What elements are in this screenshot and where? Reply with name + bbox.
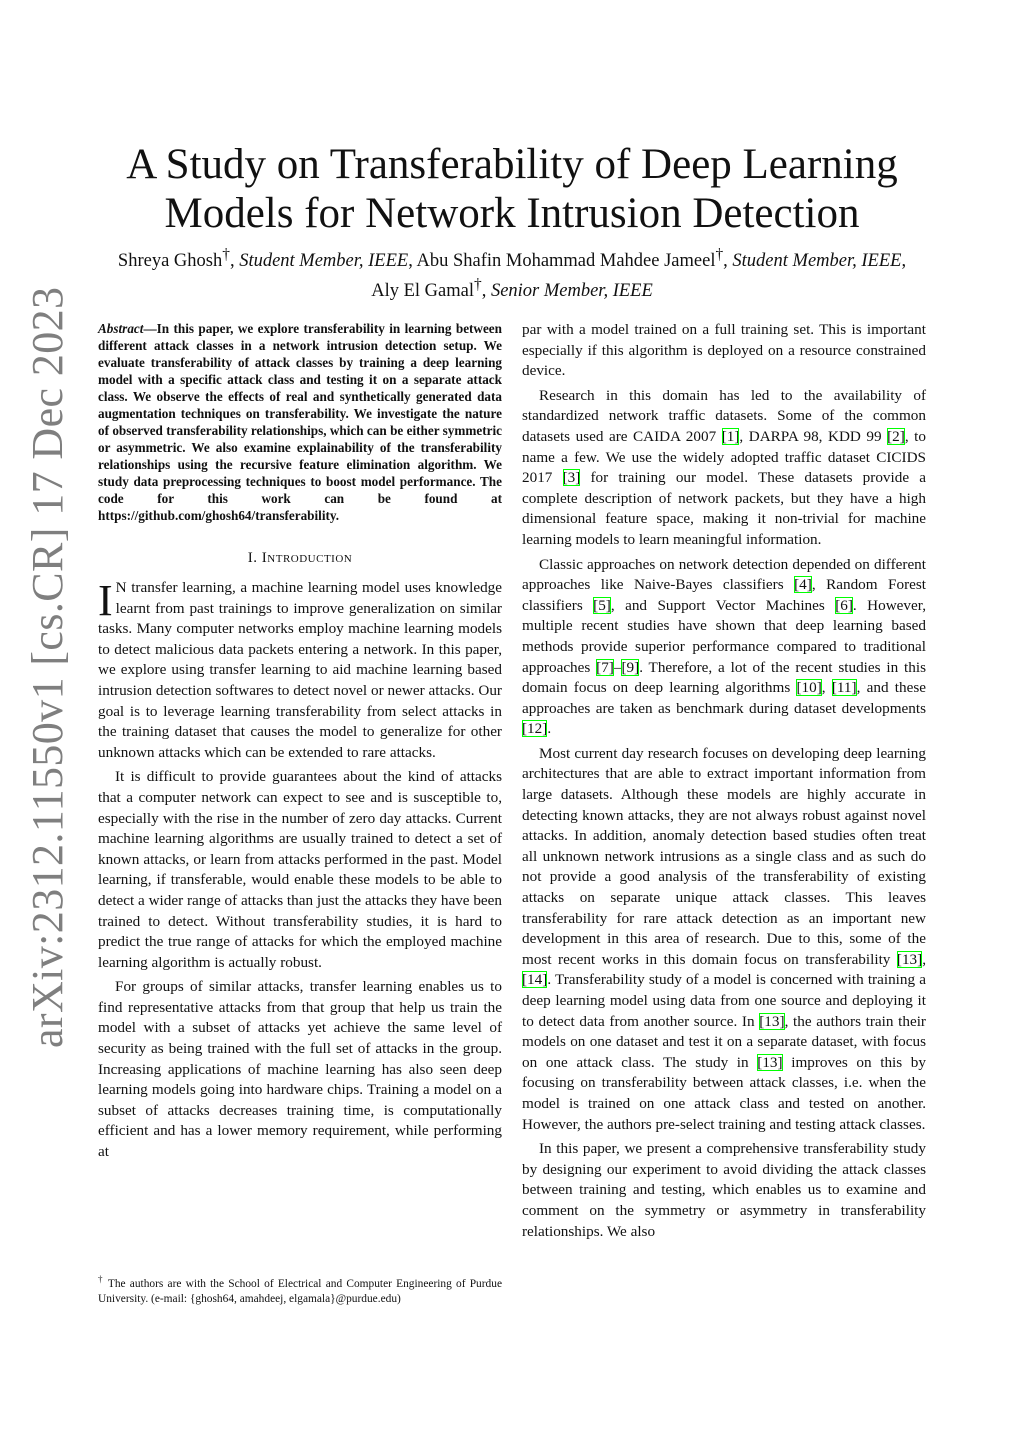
author-name: Aly El Gamal [371, 281, 474, 302]
citation-link[interactable]: [9] [621, 658, 640, 676]
citation-link[interactable]: [5] [593, 596, 611, 614]
citation-link[interactable]: [14] [522, 971, 548, 989]
citation-link[interactable]: [1] [721, 427, 740, 445]
text-run: , the authors train their models on one dataset and test it on a separate dataset, with focus on one attack class. The study in [522, 1012, 926, 1071]
citation-link[interactable]: [13] [759, 1012, 785, 1030]
citation-link[interactable]: [11] [831, 679, 857, 697]
paragraph: par with a model trained on a full training set. This is important especially if this algorithm is deployed on a resource constrained device. [522, 321, 926, 380]
paragraph [522, 555, 926, 740]
citation-link[interactable]: [10] [796, 679, 822, 697]
paragraph-text: N transfer learning, a machine learning model uses knowledge learnt from past trainings to improve generalization on similar tasks. Many computer networks employ machine learning models to detect malicious data packets entering a network. In this paper, we explore using transfer learning to aid machine learning based intrusion detection softwares to detect novel or newer attacks. Our goal is to leverage learning transferability from select attacks in the training dataset that causes the model to generalize for other unknown attacks which can be extended to rare attacks. [98, 579, 502, 761]
text-run: for training our model. These datasets provide a complete description of network packets, but they have a high dimensional feature space, making it non-trivial for machine learning models to learn meaningful information. [522, 469, 927, 548]
citation-link[interactable]: [2] [887, 427, 905, 445]
paper-title: A Study on Transferability of Deep Learning Models for Network Intrusion Detection [126, 141, 898, 237]
footnote [98, 1272, 502, 1307]
left-column [98, 320, 502, 1163]
drop-cap: I [98, 576, 113, 625]
citation-link[interactable]: [3] [562, 469, 581, 487]
citation-link[interactable]: [13] [896, 950, 923, 968]
text-run: , [922, 950, 926, 968]
footnote-mark: † [98, 1274, 104, 1284]
citation-link[interactable]: [4] [794, 576, 812, 594]
text-run: improves on this by focusing on transferability between attack classes, i.e. when the model is trained on one attack class and tested on another. However, the authors pre-select training and testing attack classes. [522, 1053, 926, 1133]
author-name: Shreya Ghosh [117, 251, 223, 272]
section-heading [98, 548, 502, 568]
affiliation-mark: † [715, 246, 724, 263]
text-run: Research in this domain has led to the availability of standardized network traffic datasets. Some of the common datasets used are CAIDA 2007 [522, 386, 926, 445]
citation-link[interactable]: [13] [757, 1053, 783, 1071]
text-run: . Transferability study of a model is concerned with training a deep learning model using data from one source and deploying it to detect data from another source. In [522, 971, 926, 1030]
arxiv-identifier: arXiv:2312.11550v1 [cs.CR] 17 Dec 2023 [23, 286, 72, 1048]
section-title: Introduction [261, 550, 353, 566]
text-run: . Therefore, a lot of the recent studies in this domain focus on deep learning algorithms [522, 658, 926, 697]
author-role: Student Member, IEEE [239, 251, 409, 272]
text-run: , to name a few. We use the widely adopted traffic dataset CICIDS 2017 [522, 427, 926, 487]
right-column [522, 320, 926, 1242]
citation-link[interactable]: [7] [596, 658, 614, 676]
text-run: , and these approaches are taken as benchmark during dataset developments [522, 679, 927, 717]
text-run: . However, multiple recent studies have shown that deep learning based methods provide superior performance compared to traditional approaches [522, 596, 926, 676]
section-numeral: I. [247, 550, 258, 566]
text-run: . [547, 720, 552, 738]
footnote-text: The authors are with the School of Electrical and Computer Engineering of Purdue University. (e-mail: {ghosh64, amahdeej, elgamala}@purdue.edu) [98, 1277, 502, 1305]
text-run: , Random Forest classifiers [522, 576, 927, 614]
author-role: Senior Member, IEEE [490, 281, 653, 302]
text-run: Classic approaches on network detection depended on different approaches like Naive-Bayes classifiers [522, 555, 926, 594]
abstract-label: Abstract [98, 321, 144, 336]
affiliation-mark: † [473, 276, 482, 294]
affiliation-mark: † [222, 246, 230, 263]
text-run: , DARPA 98, KDD 99 [739, 427, 888, 445]
abstract [98, 320, 502, 524]
paragraph: For groups of similar attacks, transfer learning enables us to find representative attacks from that group that help us train the model with a subset of attacks yet achieve the same level of security as being trained with the full set of attacks in the group. Increasing applications of machine learning has also seen deep learning models going into hardware chips. Training a model on a subset of attacks decreases training time, is computationally efficient and has a lower memory requirement, while performing at [98, 978, 502, 1161]
paragraph [522, 386, 926, 551]
paragraph [522, 744, 926, 1135]
author-role: Student Member, IEEE [732, 251, 902, 272]
paragraph: In this paper, we present a comprehensive transferability study by designing our experiment to avoid dividing the attack classes between training and testing, which enables us to examine and comment on the symmetry or asymmetry in transferability relationships. We also [522, 1140, 926, 1240]
text-run: , [821, 679, 832, 697]
author-name: Abu Shafin Mohammad Mahdee Jameel [416, 251, 716, 272]
text-run: – [613, 658, 622, 676]
abstract-dash: — [143, 321, 157, 336]
abstract-text: In this paper, we explore transferability in learning between different attack classes in a network intrusion detection setup. We evaluate transferability of attack classes by training a deep learning model with a specific attack class and testing it on a separate attack class. We observe the effects of real and synthetically generated data augmentation techniques on transferability. We investigate the nature of observed transferability relationships, which can be either symmetric or asymmetric. We also examine explainability of the transferability relationships using the recursive feature elimination algorithm. We study data preprocessing techniques to boost model performance. The code for this work can be found at https://github.com/ghosh64/transferability. [98, 321, 502, 523]
text-run: Most current day research focuses on developing deep learning architectures that are able to extract important information from large datasets. Although these models are highly accurate in detecting known attacks, they are not always robust against novel attacks. In addition, anomaly detection based studies often treat all unknown network intrusions as a single class and as such do not provide a good analysis of the transferability of existing attacks on separate unique attack classes. This leaves transferability for rare attack detection as an important new development in this area of research. Due to this, some of the most recent works in this domain focus on transferability [522, 744, 926, 968]
paragraph: It is difficult to provide guarantees about the kind of attacks that a computer network can expect to see and is susceptible to, especially with the rise in the number of zero day attacks. Current machine learning algorithms are usually trained to detect a set of known attacks, or learn from attacks performed in the past. Model learning, if transferable, would enable these models to be able to detect a wider range of attacks than just the attacks they have been trained to detect. Without transferability studies, it is hard to predict the true range of attacks for which the employed machine learning algorithm is actually robust. [98, 768, 502, 971]
citation-link[interactable]: [12] [522, 720, 548, 738]
citation-link[interactable]: [6] [835, 596, 853, 614]
text-run: , and Support Vector Machines [610, 596, 836, 614]
paragraph [98, 578, 502, 763]
author-list: Shreya Ghosh†, Student Member, IEEE, Abu Shafin Mohammad Mahdee Jameel†, Student Member, IEEE, Aly El Gamal†, Senior Member, IEEE [117, 246, 907, 302]
